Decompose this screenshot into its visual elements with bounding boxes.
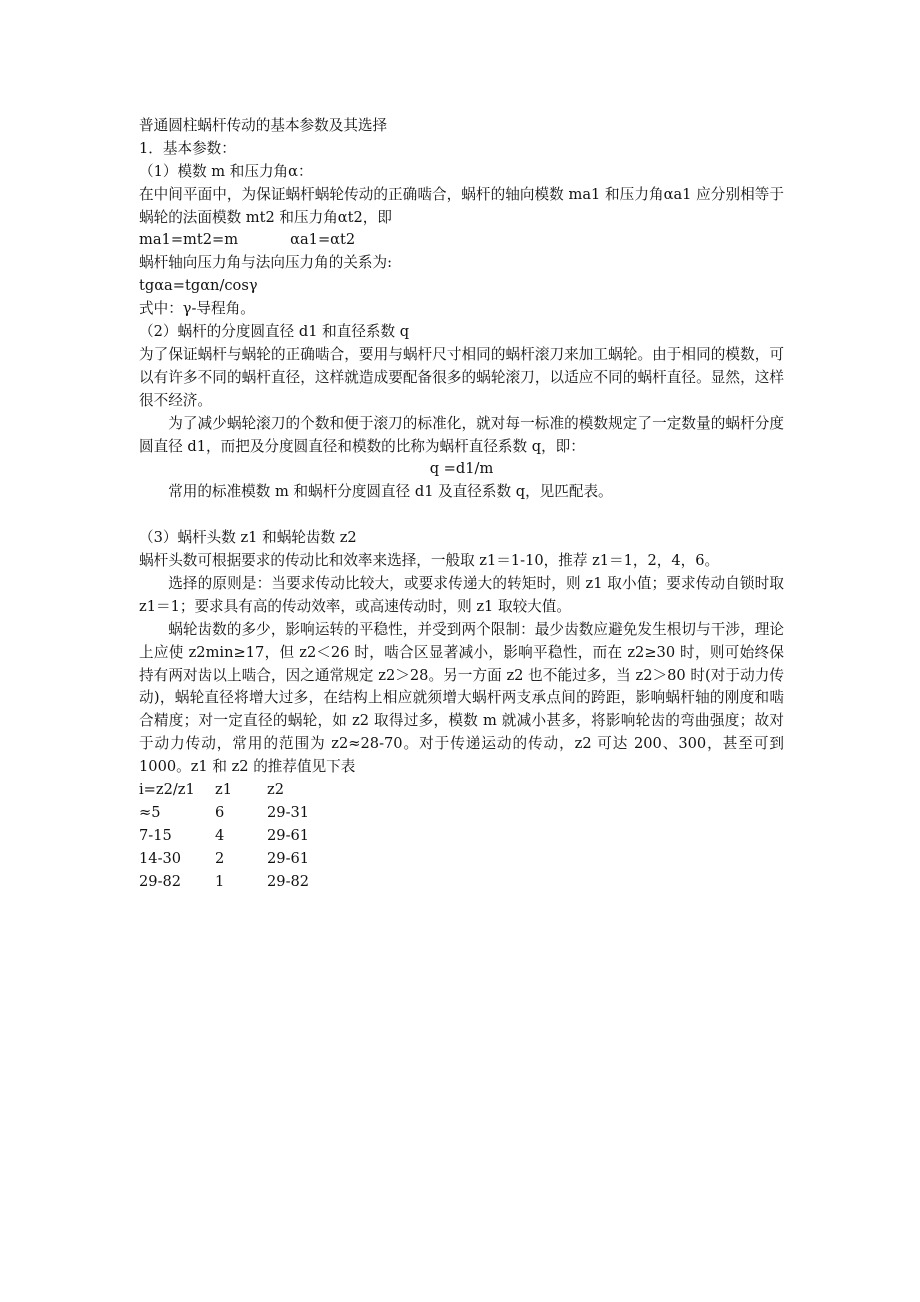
module-formula-left: ma1=mt2=m xyxy=(139,231,239,249)
document-body xyxy=(139,115,784,894)
table-cell-z1: 6 xyxy=(215,804,225,821)
subsection-1-paragraph-2: 蜗杆轴向压力角与法向压力角的关系为: xyxy=(139,254,393,272)
subsection-3-paragraph-3: 蜗轮齿数的多少，影响运转的平稳性，并受到两个限制：最少齿数应避免发生根切与干涉，理论上应使 z2min≥17，但 z2＜26 时，啮合区显著减小，影响平稳性，而在 z2≥30 时，则可始终保持有两对齿以上啮合，因之通常规定 z2＞28。另一方面 z2 也不能过多，当 z2＞80 时(对于动力传动)，蜗轮直径将增大过多，在结构上相应就须增大蜗杆两支承点间的跨距，影响蜗杆轴的刚度和啮合精度；对一定直径的蜗轮，如 z2 取得过多，模数 m 就减小甚多，将影响轮齿的弯曲强度；故对于动力传动，常用的范围为 z2≈28-70。对于传递运动的传动，z2 可达 200、300，甚至可到 1000。z1 和 z2 的推荐值见下表 xyxy=(139,620,784,776)
table-cell-ratio: 14-30 xyxy=(139,849,182,867)
table-row xyxy=(139,871,784,894)
lead-angle-note: 式中：γ-导程角。 xyxy=(139,300,255,318)
table-cell-ratio: ≈5 xyxy=(139,804,161,821)
diameter-factor-formula: q =d1/m xyxy=(429,460,494,478)
table-header-ratio: i=z2/z1 xyxy=(139,781,195,799)
document-title: 普通圆柱蜗杆传动的基本参数及其选择 xyxy=(139,117,388,134)
module-formula xyxy=(139,229,784,252)
subsection-2-paragraph-1: 为了保证蜗杆与蜗轮的正确啮合，要用与蜗杆尺寸相同的蜗杆滚刀来加工蜗轮。由于相同的模数，可以有许多不同的蜗杆直径，这样就造成要配备很多的蜗轮滚刀，以适应不同的蜗杆直径。显然，这样很不经济。 xyxy=(139,345,784,409)
subsection-3-paragraph-1: 蜗杆头数可根据要求的传动比和效率来选择，一般取 z1＝1-10，推荐 z1＝1，2，4，6。 xyxy=(139,552,720,570)
table-row xyxy=(139,825,784,848)
table-cell-z1: 4 xyxy=(215,826,225,844)
table-cell-z2: 29-31 xyxy=(267,804,310,821)
subsection-3-heading: （3）蜗杆头数 z1 和蜗轮齿数 z2 xyxy=(139,529,357,547)
table-cell-z1: 1 xyxy=(215,872,225,890)
subsection-1-heading: （1）模数 m 和压力角α： xyxy=(139,162,313,180)
table-cell-ratio: 7-15 xyxy=(139,826,172,844)
subsection-2-paragraph-3: 常用的标准模数 m 和蜗杆分度圆直径 d1 及直径系数 q，见匹配表。 xyxy=(168,483,613,501)
section-1-heading: 1．基本参数： xyxy=(139,139,236,157)
subsection-2-heading: （2）蜗杆的分度圆直径 d1 和直径系数 q xyxy=(139,323,410,341)
module-formula-right: αa1=αt2 xyxy=(290,231,356,249)
subsection-3-paragraph-2: 选择的原则是：当要求传动比较大，或要求传递大的转矩时，则 z1 取小值；要求传动自锁时取 z1＝1；要求具有高的传动效率，或高速传动时，则 z1 取较大值。 xyxy=(139,574,784,615)
recommended-values-table xyxy=(139,779,784,893)
table-row xyxy=(139,802,784,825)
table-header-z1: z1 xyxy=(215,781,232,799)
table-cell-z2: 29-61 xyxy=(267,849,310,867)
pressure-angle-formula: tgαa=tgαn/cosγ xyxy=(139,277,258,295)
table-row xyxy=(139,848,784,871)
table-cell-z1: 2 xyxy=(215,849,225,867)
table-cell-z2: 29-61 xyxy=(267,826,310,844)
table-cell-z2: 29-82 xyxy=(267,872,310,890)
table-header-row xyxy=(139,779,784,802)
subsection-2-paragraph-2: 为了减少蜗轮滚刀的个数和便于滚刀的标准化，就对每一标准的模数规定了一定数量的蜗杆分度圆直径 d1，而把及分度圆直径和模数的比称为蜗杆直径系数 q，即： xyxy=(139,414,784,455)
blank-line xyxy=(139,504,784,527)
table-header-z2: z2 xyxy=(267,781,284,799)
table-cell-ratio: 29-82 xyxy=(139,872,182,890)
subsection-1-paragraph-1: 在中间平面中，为保证蜗杆蜗轮传动的正确啮合，蜗杆的轴向模数 ma1 和压力角αa1 应分别相等于蜗轮的法面模数 mt2 和压力角αt2，即 xyxy=(139,185,784,226)
